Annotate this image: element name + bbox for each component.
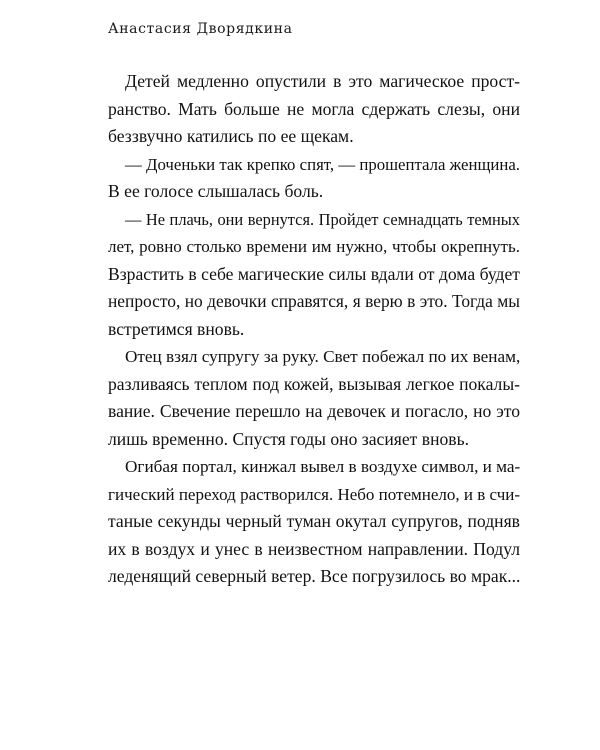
text-line: — Доченьки так крепко спят, — прошептала женщина. [125,154,520,174]
page-text [108,68,520,591]
text-line: — Не плачь, они вернутся. Пройдет семнадцать темных [125,209,520,229]
text-line: леденящий северный ветер. Все погрузилось во мрак... [108,566,521,586]
text-line: гический переход растворился. Небо потемнело, и в счи- [108,484,521,504]
text-line: лет, ровно столько времени им нужно, чтобы окрепнуть. [108,237,520,256]
text-line: В ее голосе слышалась боль. [108,181,324,201]
text-line: разливаясь теплом под кожей, вызывая легкое покалы- [108,373,520,394]
text-line: Огибая портал, кинжал вывел в воздухе символ, и ма- [125,457,521,476]
text-line: непросто, но девочки справятся, я верю в это. Тогда мы [108,291,520,311]
text-line: вание. Свечение перешло на девочек и погасло, но это [108,401,520,421]
text-line: ранство. Мать больше не могла сдержать слезы, они [108,98,520,119]
text-line: Взрастить в себе магические силы вдали от дома будет [108,263,520,284]
text-line: их в воздух и унес в неизвестном направлении. Подул [108,538,520,559]
text-line: таные секунды черный туман окутал супругов, подняв [108,511,520,531]
text-line: Детей медленно опустили в это магическое прост- [125,71,520,91]
text-line: лишь временно. Спустя годы оно засияет вновь. [108,428,470,449]
text-line: Отец взял супругу за руку. Свет побежал по их венам, [125,347,521,366]
text-line: беззвучно катились по ее щекам. [108,126,354,146]
text-line: встретимся вновь. [108,318,245,339]
running-title: Анастасия Дворядкина [108,21,293,37]
